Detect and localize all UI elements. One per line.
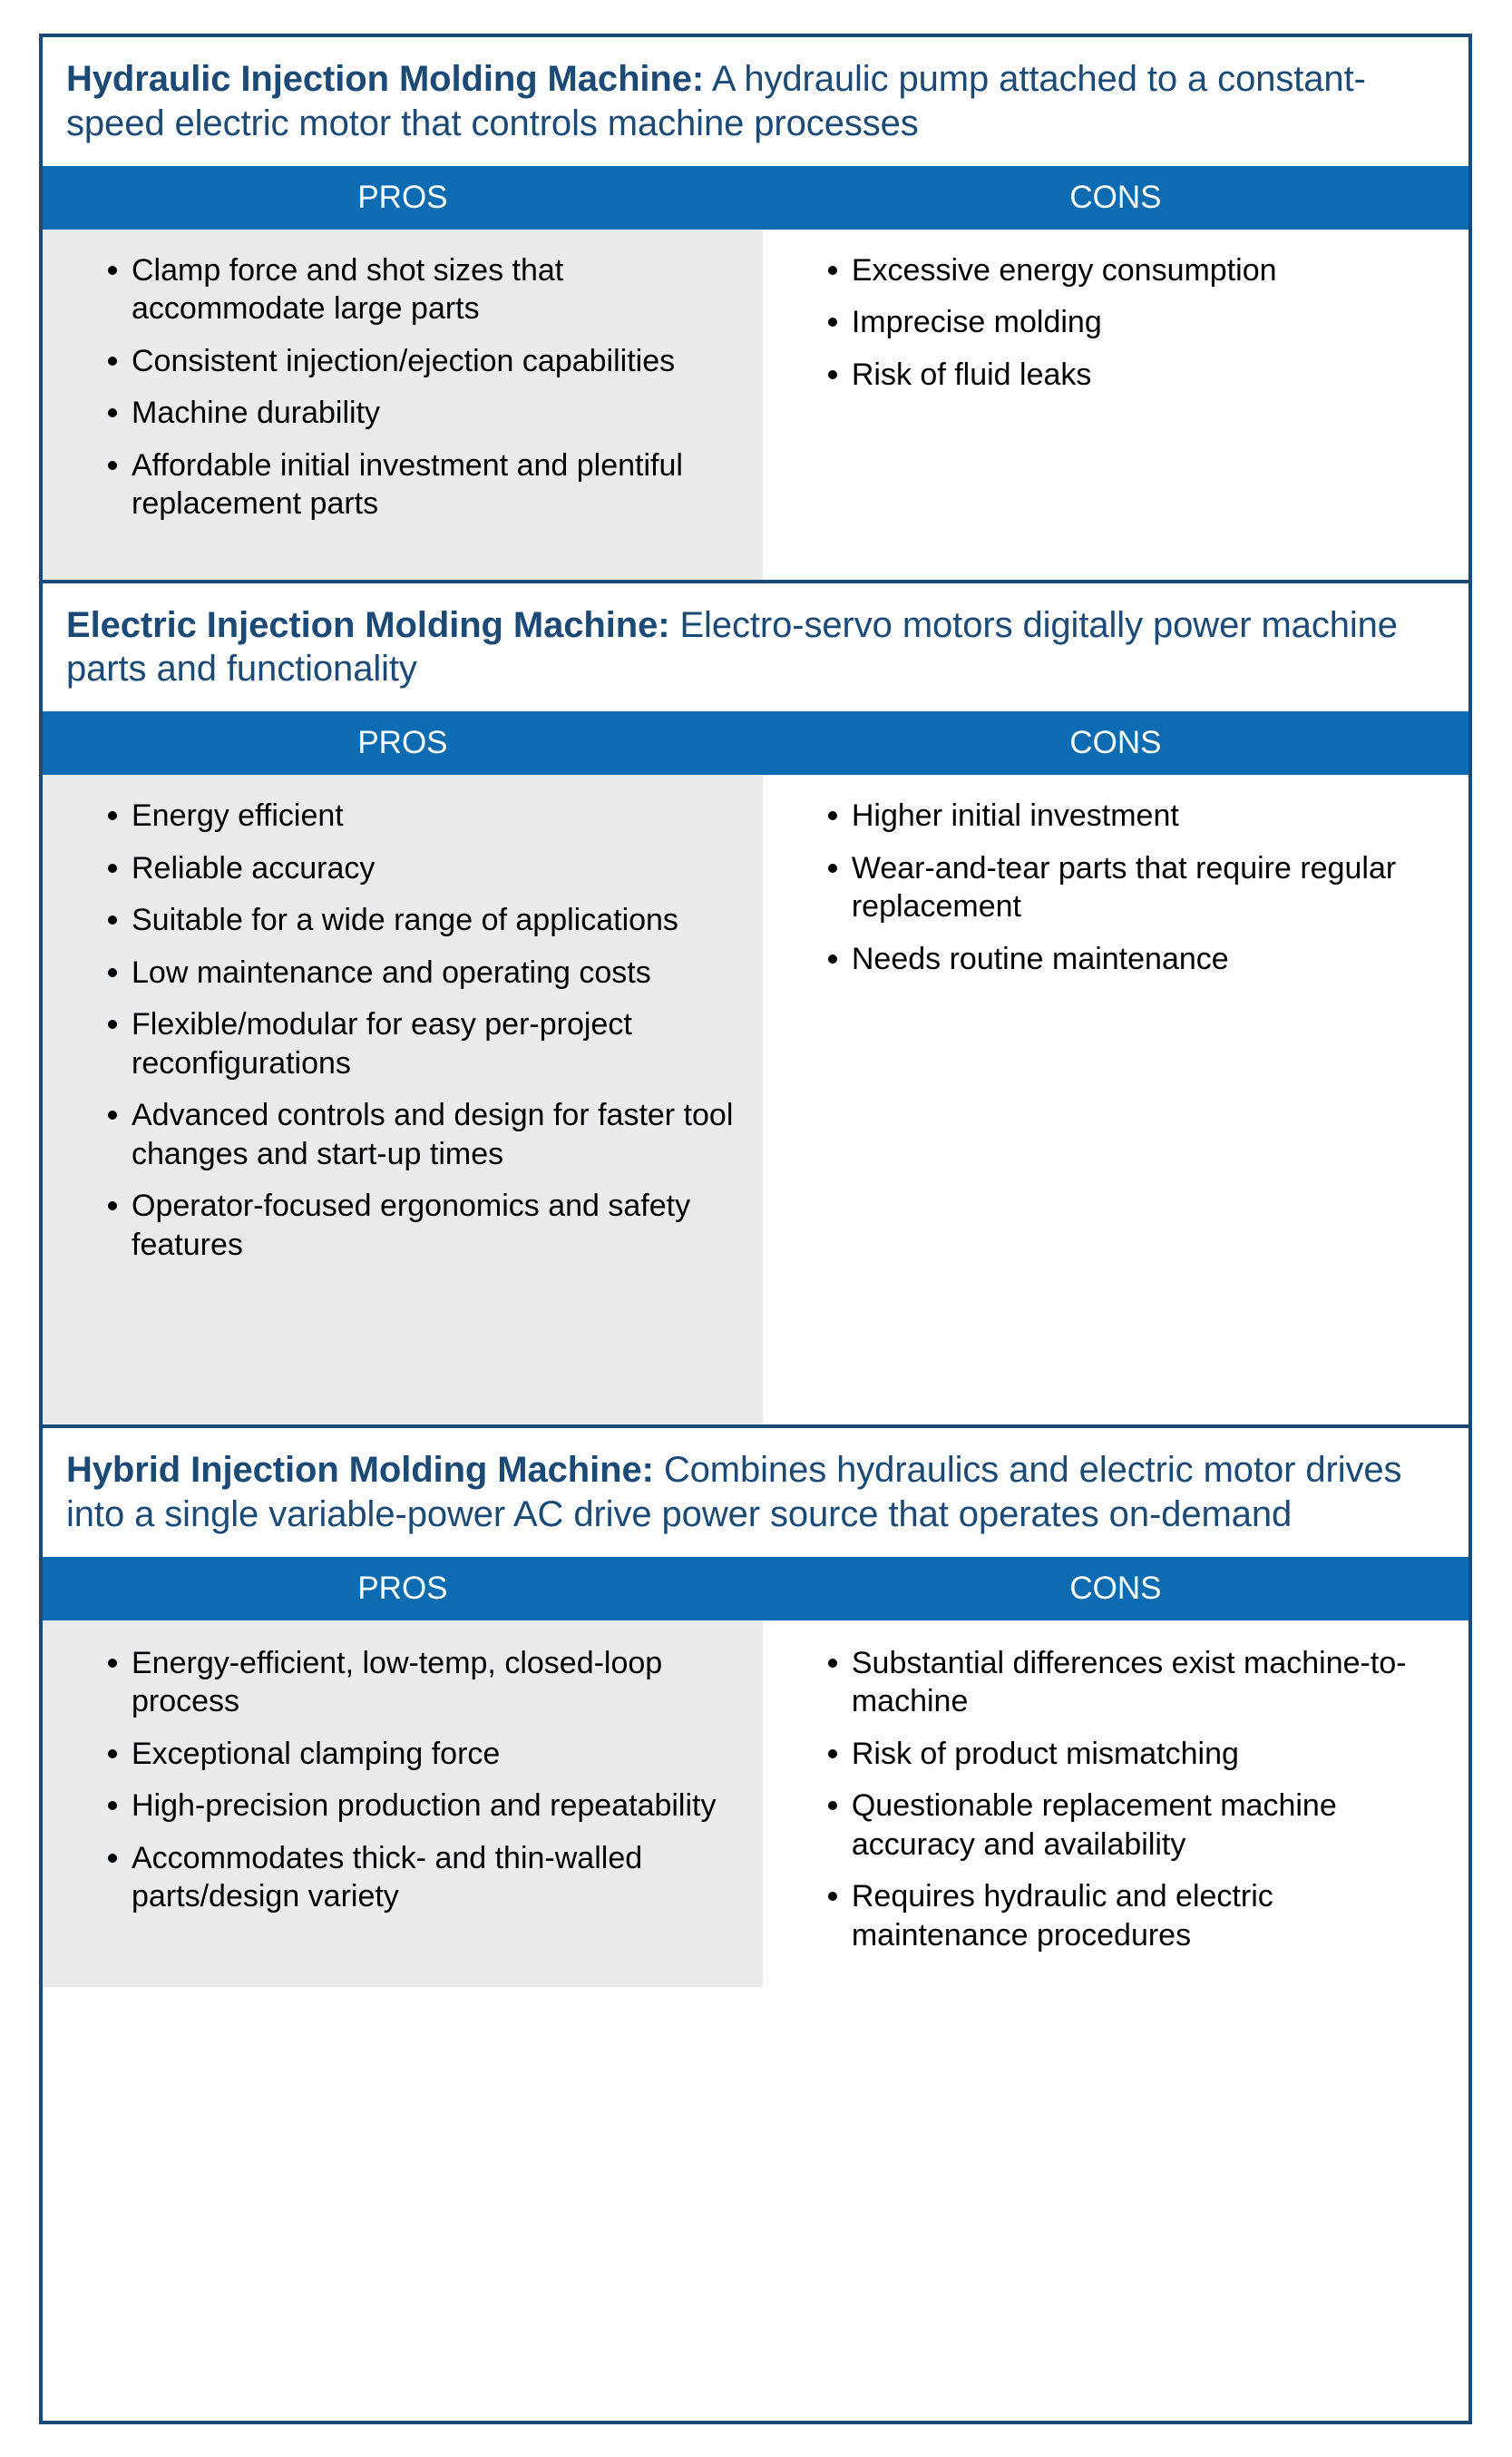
list-item: Questionable replacement machine accuracy and availability [828,1786,1445,1864]
section-title-description: A hydraulic pump attached to a constant-speed electric motor that controls machine processes [66,59,1366,143]
cons-column [763,1620,1468,1988]
list-item: Low maintenance and operating costs [108,954,739,993]
section-title-bold: Hybrid Injection Molding Machine: [66,1450,654,1491]
pros-column-header: PROS [357,1570,448,1606]
comparison-section-hydraulic [43,37,1468,580]
section-heading-hydraulic [43,37,1468,166]
section-title-bold: Hydraulic Injection Molding Machine: [66,59,705,99]
pros-column [43,1620,763,1988]
section-heading-hybrid [43,1428,1468,1557]
list-item: Exceptional clamping force [108,1735,739,1774]
pros-cons-body [43,1620,1468,1988]
list-item: Machine durability [108,394,739,433]
list-item: Wear-and-tear parts that require regular replacement [828,849,1445,926]
comparison-section-hybrid [43,1424,1468,1987]
list-item: High-precision production and repeatability [108,1786,739,1826]
section-heading-electric [43,583,1468,712]
pros-cons-header-bar [43,166,1468,230]
cons-list [779,1644,1445,1955]
list-item: Flexible/modular for easy per-project reconfigurations [108,1005,739,1082]
injection-molding-machine-comparison-table [39,34,1472,2424]
pros-cons-header-bar [43,1557,1468,1620]
list-item: Affordable initial investment and plentiful replacement parts [108,446,739,524]
section-title-bold: Electric Injection Molding Machine: [66,604,670,645]
section-title-description: Electro-servo motors digitally power machine parts and functionality [66,604,1398,690]
comparison-section-electric [43,580,1468,1425]
list-item: Imprecise molding [828,303,1445,342]
pros-list [59,251,739,524]
cons-column-header: CONS [1069,1570,1162,1606]
list-item: Risk of fluid leaks [828,356,1445,395]
cons-column [763,775,1468,1424]
cons-list [779,251,1445,395]
cons-column-header: CONS [1069,725,1162,761]
section-title-description: Combines hydraulics and electric motor drives into a single variable-power AC drive power source that operates on-demand [66,1450,1402,1534]
list-item: Excessive energy consumption [828,251,1445,290]
list-item: Higher initial investment [828,797,1445,836]
list-item: Energy efficient [108,797,739,836]
pros-column [43,775,763,1424]
list-item: Clamp force and shot sizes that accommodate large parts [108,251,739,328]
pros-column [43,230,763,580]
list-item: Consistent injection/ejection capabilities [108,342,739,381]
pros-cons-body [43,230,1468,580]
pros-list [59,797,739,1264]
pros-column-header: PROS [357,179,448,215]
pros-list [59,1644,739,1916]
list-item: Requires hydraulic and electric maintenance procedures [828,1877,1445,1954]
list-item: Risk of product mismatching [828,1735,1445,1774]
list-item: Energy-efficient, low-temp, closed-loop process [108,1644,739,1721]
cons-list [779,797,1445,978]
list-item: Substantial differences exist machine-to-machine [828,1644,1445,1721]
pros-column-header: PROS [357,725,448,761]
list-item: Reliable accuracy [108,849,739,888]
pros-cons-header-bar [43,711,1468,775]
list-item: Needs routine maintenance [828,940,1445,979]
list-item: Advanced controls and design for faster tool changes and start-up times [108,1096,739,1173]
cons-column [763,230,1468,580]
list-item: Suitable for a wide range of applications [108,901,739,940]
pros-cons-body [43,775,1468,1424]
list-item: Operator-focused ergonomics and safety features [108,1187,739,1264]
list-item: Accommodates thick- and thin-walled parts/design variety [108,1839,739,1916]
cons-column-header: CONS [1069,179,1162,215]
